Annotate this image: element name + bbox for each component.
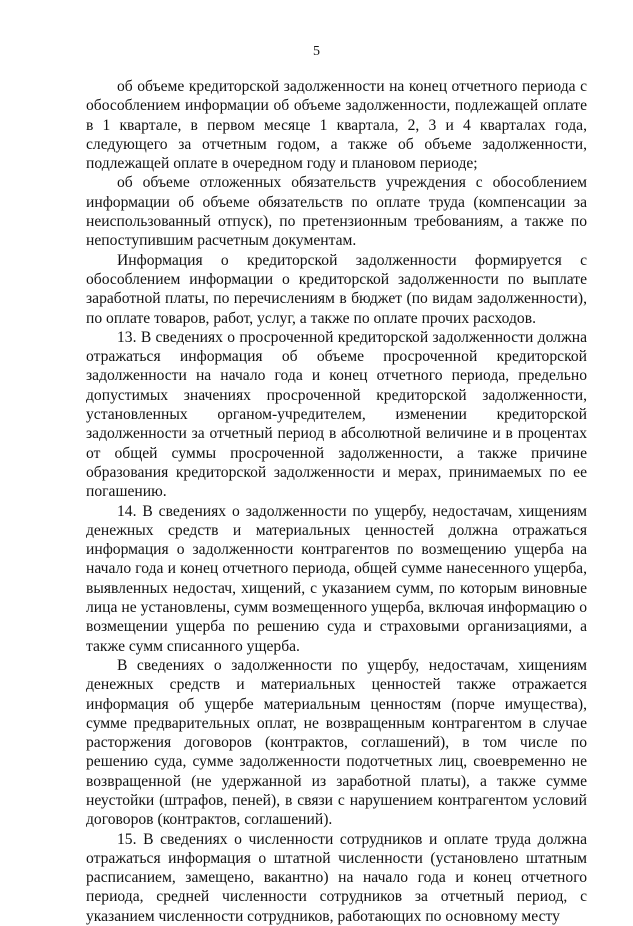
paragraph-creditor-debt-info: Информация о кредиторской задолженности формируется с обособлением информации о кредиторской задолженности по выплате заработной платы, по перечислениям в бюджет (по видам задолженности), по оплате товаров, работ, услуг, а также по оплате прочих расходов. [86,251,587,327]
paragraph-deferred-obligations: об объеме отложенных обязательств учреждения с обособлением информации об объеме обязательств по оплате труда (компенсации за неиспользованный отпуск), по претензионным требованиям, а также по непоступившим расчетным документам. [86,174,587,250]
page-number: 5 [313,44,320,59]
paragraph-15-staff-numbers: 15. В сведениях о численности сотрудников и оплате труда должна отражаться информация о штатной численности (установлено штатным расписанием, замещено, вакантно) на начало года и конец отчетного периода, средней численности сотрудников за отчетный период, с указанием численности сотрудников, работающих по основному месту [86,830,587,925]
paragraph-creditor-debt-end-period: об объеме кредиторской задолженности на конец отчетного периода с обособлением информации об объеме задолженности, подлежащей оплате в 1 квартале, в первом месяце 1 квартала, 2, 3 и 4 кварталах года, следующего за отчетным годом, а также об объеме задолженности, подлежащей оплате в очередном году и плановом периоде; [86,78,587,173]
document-body [86,77,587,926]
paragraph-damage-debt-details: В сведениях о задолженности по ущербу, недостачам, хищениям денежных средств и материальных ценностей также отражается информация об ущербе материальным ценностям (порче имущества), сумме предварительных оплат, не возвращенным контрагентом в случае расторжения договоров (контрактов, соглашений), в том числе по решению суда, сумме задолженности подотчетных лиц, своевременно не возвращенной (не удержанной из заработной платы), а также сумме неустойки (штрафов, пеней), в связи с нарушением контрагентом условий договоров (контрактов, соглашений). [86,656,587,829]
paragraph-14-damage-debt: 14. В сведениях о задолженности по ущербу, недостачам, хищениям денежных средств и материальных ценностей должна отражаться информация о задолженности контрагентов по возмещению ущерба на начало года и конец отчетного периода, общей сумме нанесенного ущерба, выявленных недостач, хищений, с указанием сумм, по которым виновные лица не установлены, сумм возмещенного ущерба, включая информацию о возмещении ущерба по решению суда и страховыми организациями, а также сумм списанного ущерба. [86,502,587,655]
paragraph-13-overdue-creditor-debt: 13. В сведениях о просроченной кредиторской задолженности должна отражаться информация об объеме просроченной кредиторской задолженности на начало года и конец отчетного периода, предельно допустимых значениях просроченной кредиторской задолженности, установленных органом-учредителем, изменении кредиторской задолженности за отчетный период в абсолютной величине и в процентах от общей суммы просроченной задолженности, а также причине образования кредиторской задолженности и мерах, принимаемых по ее погашению. [86,328,587,501]
